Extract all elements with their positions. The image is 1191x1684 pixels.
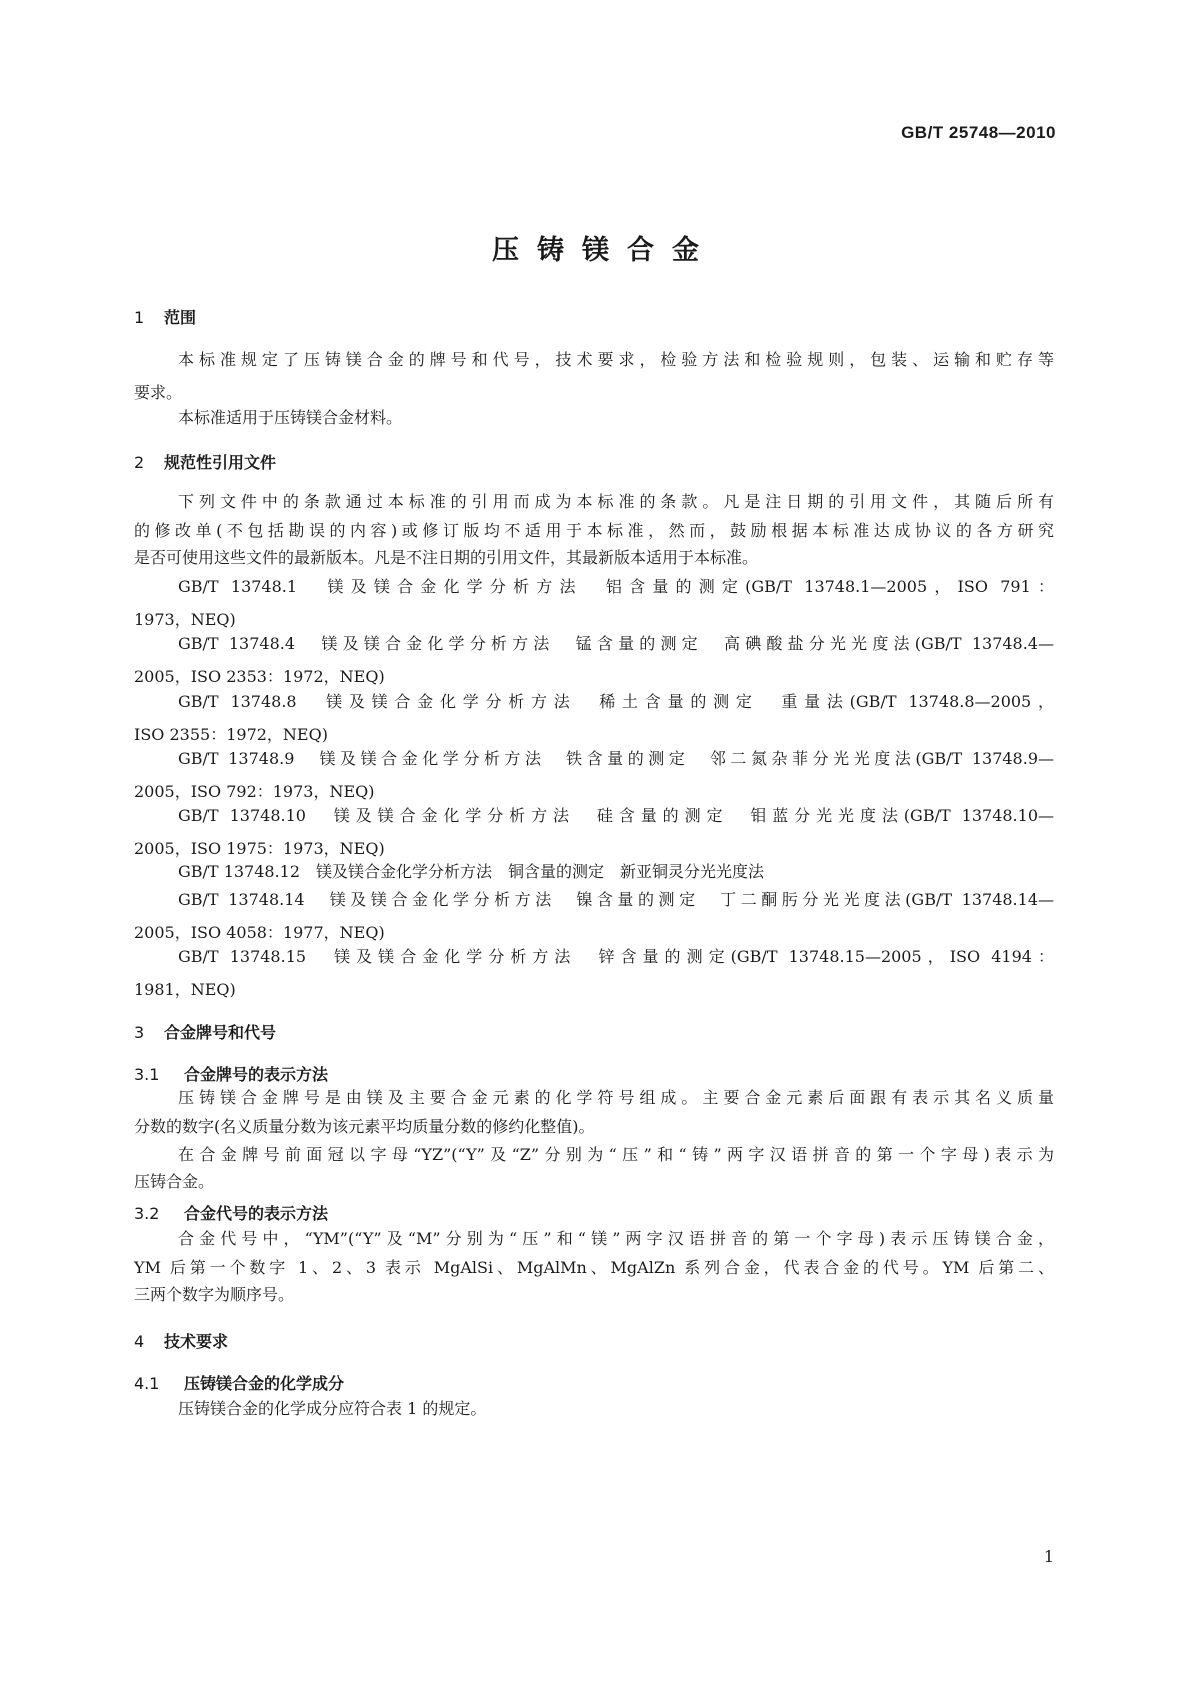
subsection-3-2-paragraph-line-3: 三两个数字为顺序号。 [134, 1285, 295, 1304]
reference-item [134, 940, 1054, 1006]
subsection-title: 合金牌号的表示方法 [184, 1065, 329, 1084]
reference-line: 1981，NEQ) [134, 980, 236, 999]
subsection-title: 合金代号的表示方法 [184, 1204, 329, 1223]
subsection-title: 压铸镁合金的化学成分 [184, 1374, 345, 1393]
subsection-3-1-paragraph-2-line-1: 在合金牌号前面冠以字母“YZ”(“Y”及“Z”分别为“压”和“铸”两字汉语拼音的第一个字母)表示为 [178, 1145, 1054, 1164]
subsection-3-2-paragraph-line-2: YM 后第一个数字 1、2、3 表示 MgAlSi、MgAlMn、MgAlZn 系列合金，代表合金的代号。YM 后第二、 [134, 1258, 1054, 1277]
subsection-number: 3.1 [134, 1065, 160, 1084]
section-2-heading [134, 450, 276, 473]
section-title: 范围 [164, 308, 197, 327]
reference-line: 2005，ISO 4058：1977，NEQ) [134, 923, 385, 942]
section-number: 4 [134, 1332, 145, 1351]
subsection-4-1-paragraph: 压铸镁合金的化学成分应符合表 1 的规定。 [178, 1399, 487, 1418]
section-title: 规范性引用文件 [164, 453, 277, 472]
subsection-number: 4.1 [134, 1374, 160, 1393]
reference-line: GB/T 13748.4 镁及镁合金化学分析方法 锰含量的测定 高碘酸盐分光光度法(GB/T 13748.4— [178, 634, 1054, 653]
subsection-3-1-paragraph-1-line-2: 分数的数字(名义质量分数为该元素平均质量分数的修约化整值)。 [134, 1117, 595, 1136]
subsection-3-2-paragraph-line-1: 合金代号中，“YM”(“Y”及“M”分别为“压”和“镁”两字汉语拼音的第一个字母)表示压铸镁合金， [178, 1229, 1054, 1248]
subsection-3-2-heading [134, 1201, 328, 1224]
reference-line: GB/T 13748.1 镁及镁合金化学分析方法 铝含量的测定(GB/T 13748.1—2005，ISO 791： [178, 577, 1054, 596]
section-1-paragraph-1-line-2: 要求。 [134, 383, 183, 402]
section-4-heading [134, 1329, 228, 1352]
reference-line: GB/T 13748.10 镁及镁合金化学分析方法 硅含量的测定 钼蓝分光光度法(GB/T 13748.10— [178, 806, 1054, 825]
section-number: 2 [134, 453, 145, 472]
reference-line: 1973，NEQ) [134, 610, 236, 629]
section-number: 3 [134, 1023, 145, 1042]
reference-line: 2005，ISO 792：1973，NEQ) [134, 782, 375, 801]
section-2-intro-line-1: 下列文件中的条款通过本标准的引用而成为本标准的条款。凡是注日期的引用文件，其随后所有 [178, 492, 1054, 511]
standard-code: GB/T 25748—2010 [901, 123, 1056, 142]
reference-line: ISO 2355：1972，NEQ) [134, 725, 328, 744]
section-1-paragraph-2: 本标准适用于压铸镁合金材料。 [178, 408, 403, 427]
reference-line: GB/T 13748.9 镁及镁合金化学分析方法 铁含量的测定 邻二氮杂菲分光光度法(GB/T 13748.9— [178, 749, 1054, 768]
section-2-intro-line-2: 的修改单(不包括勘误的内容)或修订版均不适用于本标准，然而，鼓励根据本标准达成协议的各方研究 [134, 521, 1054, 540]
reference-line: GB/T 13748.12 镁及镁合金化学分析方法 铜含量的测定 新亚铜灵分光光度法 [178, 862, 765, 881]
subsection-3-1-paragraph-2-line-2: 压铸合金。 [134, 1172, 215, 1191]
document-title: 压铸镁合金 [492, 235, 717, 266]
subsection-number: 3.2 [134, 1204, 160, 1223]
section-3-heading [134, 1020, 276, 1043]
section-1-paragraph-1-line-1: 本标准规定了压铸镁合金的牌号和代号，技术要求，检验方法和检验规则，包装、运输和贮存等 [178, 350, 1054, 369]
section-title: 合金牌号和代号 [164, 1023, 277, 1042]
reference-line: 2005，ISO 1975：1973，NEQ) [134, 839, 385, 858]
reference-item [134, 627, 1054, 693]
subsection-3-1-paragraph-1-line-1: 压铸镁合金牌号是由镁及主要合金元素的化学符号组成。主要合金元素后面跟有表示其名义质量 [178, 1088, 1054, 1107]
reference-line: GB/T 13748.8 镁及镁合金化学分析方法 稀土含量的测定 重量法(GB/T 13748.8—2005， [178, 692, 1054, 711]
section-2-intro-line-3: 是否可使用这些文件的最新版本。凡是不注日期的引用文件，其最新版本适用于本标准。 [134, 548, 759, 567]
reference-line: GB/T 13748.14 镁及镁合金化学分析方法 镍含量的测定 丁二酮肟分光光度法(GB/T 13748.14— [178, 890, 1054, 909]
reference-line: 2005，ISO 2353：1972，NEQ) [134, 667, 385, 686]
page-number: 1 [1043, 1547, 1054, 1566]
section-title: 技术要求 [164, 1332, 229, 1351]
section-number: 1 [134, 308, 145, 327]
reference-line: GB/T 13748.15 镁及镁合金化学分析方法 锌含量的测定(GB/T 13748.15—2005，ISO 4194： [178, 947, 1054, 966]
subsection-4-1-heading [134, 1371, 344, 1394]
section-1-heading [134, 305, 196, 328]
